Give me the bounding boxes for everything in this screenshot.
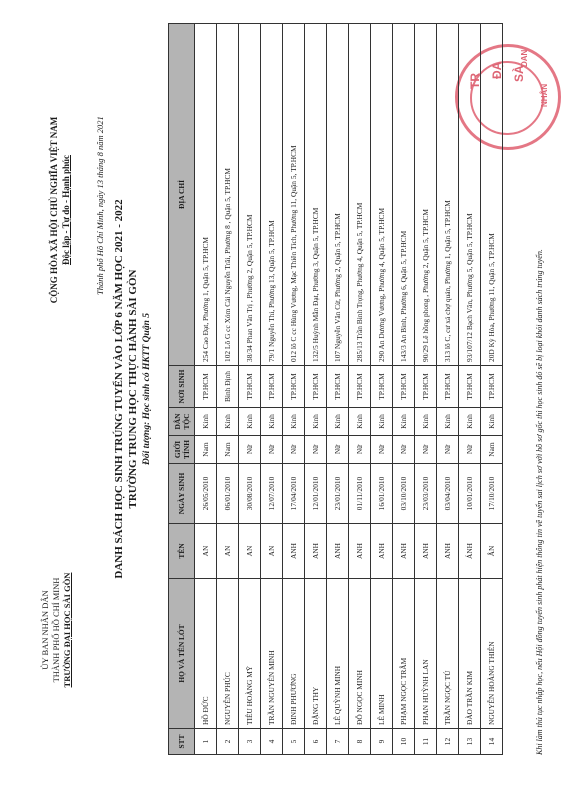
cell-gender: Nam bbox=[195, 436, 217, 464]
cell-dob: 12/01/2010 bbox=[305, 464, 327, 524]
table-row bbox=[393, 24, 415, 755]
cell-stt: 14 bbox=[481, 729, 503, 755]
cell-surname: NGUYỄN PHÚC bbox=[217, 579, 239, 729]
cell-gender: Nữ bbox=[415, 436, 437, 464]
table-row bbox=[415, 24, 437, 755]
cell-gender: Nữ bbox=[349, 436, 371, 464]
cell-surname: ĐINH PHƯƠNG bbox=[283, 579, 305, 729]
col-header-dob: NGÀY SINH bbox=[169, 464, 195, 524]
cell-ethnicity: Kinh bbox=[217, 408, 239, 436]
cell-ethnicity: Kinh bbox=[437, 408, 459, 436]
cell-surname: TRẦN NGUYÊN MINH bbox=[261, 579, 283, 729]
cell-ethnicity: Kinh bbox=[239, 408, 261, 436]
cell-address: 143/3 An Bình, Phường 6, Quận 5, TP.HCM bbox=[393, 24, 415, 366]
cell-stt: 3 bbox=[239, 729, 261, 755]
table-row bbox=[459, 24, 481, 755]
cell-dob: 03/10/2010 bbox=[393, 464, 415, 524]
cell-surname: ĐỖ NGỌC MINH bbox=[349, 579, 371, 729]
cell-name: ANH bbox=[349, 524, 371, 579]
cell-address: 285/13 Trần Bình Trọng, Phường 4, Quận 5, TP.HCM bbox=[349, 24, 371, 366]
cell-surname: TRẦN NGỌC TÚ bbox=[437, 579, 459, 729]
col-header-name: TÊN bbox=[169, 524, 195, 579]
document-title bbox=[112, 23, 154, 755]
stamp-text-1: TR bbox=[468, 73, 482, 89]
table-row bbox=[481, 24, 503, 755]
cell-stt: 7 bbox=[327, 729, 349, 755]
cell-surname: LÊ QUỲNH MINH bbox=[327, 579, 349, 729]
cell-dob: 30/08/2010 bbox=[239, 464, 261, 524]
national-title: CỘNG HÒA XÃ HỘI CHỦ NGHĨA VIỆT NAM bbox=[49, 116, 59, 304]
table-row bbox=[217, 24, 239, 755]
col-header-stt: STT bbox=[169, 729, 195, 755]
cell-birthplace: TP.HCM bbox=[415, 366, 437, 408]
cell-surname: ĐẶNG THY bbox=[305, 579, 327, 729]
cell-address: 79/1 Nguyễn Thi, Phường 13, Quận 5, TP.HCM bbox=[261, 24, 283, 366]
table-row bbox=[261, 24, 283, 755]
admission-table bbox=[168, 23, 503, 755]
table-row bbox=[371, 24, 393, 755]
cell-surname: PHẠM NGỌC TRÂM bbox=[393, 579, 415, 729]
cell-address: 38/34 Phan Văn Trị , Phường 2, Quận 5, TP.HCM bbox=[239, 24, 261, 366]
cell-birthplace: TP.HCM bbox=[195, 366, 217, 408]
cell-birthplace: TP.HCM bbox=[261, 366, 283, 408]
cell-name: ANH bbox=[283, 524, 305, 579]
cell-stt: 8 bbox=[349, 729, 371, 755]
cell-name: AN bbox=[195, 524, 217, 579]
cell-name: AN bbox=[239, 524, 261, 579]
cell-gender: Nữ bbox=[437, 436, 459, 464]
cell-address: 20D Kỳ Hòa, Phường 11, Quận 5, TP.HCM bbox=[481, 24, 503, 366]
title-line2: TRƯỜNG TRUNG HỌC THỰC HÀNH SÀI GÒN bbox=[127, 269, 139, 509]
cell-dob: 17/10/2010 bbox=[481, 464, 503, 524]
stamp-text-4: DAN bbox=[520, 49, 529, 67]
cell-birthplace: TP.HCM bbox=[393, 366, 415, 408]
cell-ethnicity: Kinh bbox=[327, 408, 349, 436]
table-row bbox=[437, 24, 459, 755]
cell-birthplace: Bình Định bbox=[217, 366, 239, 408]
cell-birthplace: TP.HCM bbox=[437, 366, 459, 408]
cell-surname: TIÊU HOÀNG MỸ bbox=[239, 579, 261, 729]
stamp-text-2: ĐẠ bbox=[490, 61, 504, 79]
cell-ethnicity: Kinh bbox=[393, 408, 415, 436]
cell-gender: Nữ bbox=[239, 436, 261, 464]
cell-dob: 23/01/2010 bbox=[327, 464, 349, 524]
table-row bbox=[349, 24, 371, 755]
cell-stt: 11 bbox=[415, 729, 437, 755]
cell-address: 132/5 Huỳnh Mẫn Đạt, Phường 3, Quận 5, TP.HCM bbox=[305, 24, 327, 366]
cell-dob: 26/05/2010 bbox=[195, 464, 217, 524]
header-left-line3: TRƯỜNG ĐẠI HỌC SÀI GÒN bbox=[62, 572, 72, 688]
cell-stt: 5 bbox=[283, 729, 305, 755]
title-line3: Đối tượng: Học sinh có HKTT Quận 5 bbox=[142, 313, 152, 465]
cell-address: 90/29 Lê hồng phong , Phường 2, Quận 5, TP.HCM bbox=[415, 24, 437, 366]
col-header-address: ĐỊA CHỈ bbox=[169, 24, 195, 366]
table-row bbox=[195, 24, 217, 755]
cell-name: AN bbox=[261, 524, 283, 579]
cell-gender: Nữ bbox=[305, 436, 327, 464]
header-left-line1: ỦY BAN NHÂN DÂN bbox=[40, 590, 50, 670]
cell-birthplace: TP.HCM bbox=[349, 366, 371, 408]
cell-ethnicity: Kinh bbox=[349, 408, 371, 436]
cell-address: 107 Nguyễn Văn Cừ, Phường 2, Quận 5, TP.HCM bbox=[327, 24, 349, 366]
cell-dob: 10/01/2010 bbox=[459, 464, 481, 524]
table-row bbox=[283, 24, 305, 755]
cell-address: 254 Cao Đạt, Phường 1, Quận 5, TP.HCM bbox=[195, 24, 217, 366]
col-header-surname: HỌ VÀ TÊN LÓT bbox=[169, 579, 195, 729]
cell-ethnicity: Kinh bbox=[415, 408, 437, 436]
cell-gender: Nữ bbox=[327, 436, 349, 464]
cell-ethnicity: Kinh bbox=[459, 408, 481, 436]
stamp-text-3: SÀ bbox=[512, 65, 526, 82]
cell-gender: Nữ bbox=[283, 436, 305, 464]
cell-birthplace: TP.HCM bbox=[305, 366, 327, 408]
cell-stt: 2 bbox=[217, 729, 239, 755]
cell-stt: 9 bbox=[371, 729, 393, 755]
col-header-birthplace: NƠI SINH bbox=[169, 366, 195, 408]
table-row bbox=[305, 24, 327, 755]
cell-ethnicity: Kinh bbox=[305, 408, 327, 436]
cell-ethnicity: Kinh bbox=[371, 408, 393, 436]
cell-name: ANH bbox=[371, 524, 393, 579]
cell-name: ANH bbox=[415, 524, 437, 579]
cell-stt: 13 bbox=[459, 729, 481, 755]
cell-gender: Nam bbox=[217, 436, 239, 464]
cell-gender: Nữ bbox=[371, 436, 393, 464]
cell-dob: 23/03/2010 bbox=[415, 464, 437, 524]
cell-surname: PHAN HUỲNH LAN bbox=[415, 579, 437, 729]
cell-gender: Nữ bbox=[393, 436, 415, 464]
cell-ethnicity: Kinh bbox=[481, 408, 503, 436]
cell-birthplace: TP.HCM bbox=[239, 366, 261, 408]
header-left-line2: THÀNH PHỐ HỒ CHÍ MINH bbox=[51, 577, 61, 683]
cell-birthplace: TP.HCM bbox=[481, 366, 503, 408]
col-header-ethnicity: DÂN TỘC bbox=[169, 408, 195, 436]
cell-name: ANH bbox=[393, 524, 415, 579]
cell-surname: HỒ ĐỨC bbox=[195, 579, 217, 729]
header-right bbox=[48, 40, 72, 380]
cell-name: ANH bbox=[437, 524, 459, 579]
cell-address: 012 lô C cc Hùng Vương, Mạc Thiên Tích, Phường 11, Quận 5, TP.HCM bbox=[283, 24, 305, 366]
table-row bbox=[327, 24, 349, 755]
cell-stt: 6 bbox=[305, 729, 327, 755]
cell-stt: 1 bbox=[195, 729, 217, 755]
cell-surname: NGUYỄN HOÀNG THIÊN bbox=[481, 579, 503, 729]
cell-name: ÁNH bbox=[459, 524, 481, 579]
cell-address: 102 Lô G cc Xóm Cải Nguyễn Trãi, Phường 8 , Quận 5, TP.HCM bbox=[217, 24, 239, 366]
cell-address: 313 lô C, cư xá chợ quán, Phường 1, Quận 5, TP.HCM bbox=[437, 24, 459, 366]
cell-ethnicity: Kinh bbox=[261, 408, 283, 436]
cell-dob: 01/11/2010 bbox=[349, 464, 371, 524]
cell-ethnicity: Kinh bbox=[195, 408, 217, 436]
cell-address: 93/107/12 Bạch Vân, Phường 5, Quận 5, TP.HCM bbox=[459, 24, 481, 366]
cell-birthplace: TP.HCM bbox=[327, 366, 349, 408]
cell-stt: 12 bbox=[437, 729, 459, 755]
cell-name: ÂN bbox=[481, 524, 503, 579]
cell-stt: 4 bbox=[261, 729, 283, 755]
cell-dob: 06/01/2010 bbox=[217, 464, 239, 524]
cell-dob: 12/07/2010 bbox=[261, 464, 283, 524]
cell-gender: Nữ bbox=[459, 436, 481, 464]
cell-address: 290 An Dương Vương, Phường 4, Quận 5, TP.HCM bbox=[371, 24, 393, 366]
national-motto: Độc lập - Tự do - Hạnh phúc bbox=[61, 155, 71, 266]
cell-gender: Nam bbox=[481, 436, 503, 464]
cell-ethnicity: Kinh bbox=[283, 408, 305, 436]
cell-birthplace: TP.HCM bbox=[283, 366, 305, 408]
cell-gender: Nữ bbox=[261, 436, 283, 464]
table-row bbox=[239, 24, 261, 755]
table-header-row bbox=[169, 24, 195, 755]
header-left bbox=[40, 500, 73, 760]
table-body bbox=[195, 24, 503, 755]
stamp-text-5: NHÂN bbox=[540, 83, 549, 107]
cell-dob: 03/04/2010 bbox=[437, 464, 459, 524]
cell-dob: 17/04/2010 bbox=[283, 464, 305, 524]
cell-surname: ĐÀO TRẦN KIM bbox=[459, 579, 481, 729]
cell-name: AN bbox=[217, 524, 239, 579]
cell-name: ANH bbox=[305, 524, 327, 579]
cell-birthplace: TP.HCM bbox=[459, 366, 481, 408]
cell-dob: 16/01/2010 bbox=[371, 464, 393, 524]
title-line1: DANH SÁCH HỌC SINH TRÚNG TUYỂN VÀO LỚP 6 NĂM HỌC 2021 - 2022 bbox=[113, 199, 125, 579]
cell-birthplace: TP.HCM bbox=[371, 366, 393, 408]
cell-surname: LÊ MINH bbox=[371, 579, 393, 729]
footnote: Khi làm thủ tục nhập học, nếu Hội đồng tuyển sinh phát hiện thông tin về tuyển sai lịch sơ với hồ sơ gốc thì học sinh đó sẽ bị loại khỏi danh sách trúng tuyển. bbox=[535, 249, 544, 755]
cell-name: ANH bbox=[327, 524, 349, 579]
document-date: Thành phố Hồ Chí Minh, ngày 13 tháng 8 năm 2021 bbox=[95, 116, 105, 295]
col-header-gender: GIỚI TÍNH bbox=[169, 436, 195, 464]
cell-stt: 10 bbox=[393, 729, 415, 755]
